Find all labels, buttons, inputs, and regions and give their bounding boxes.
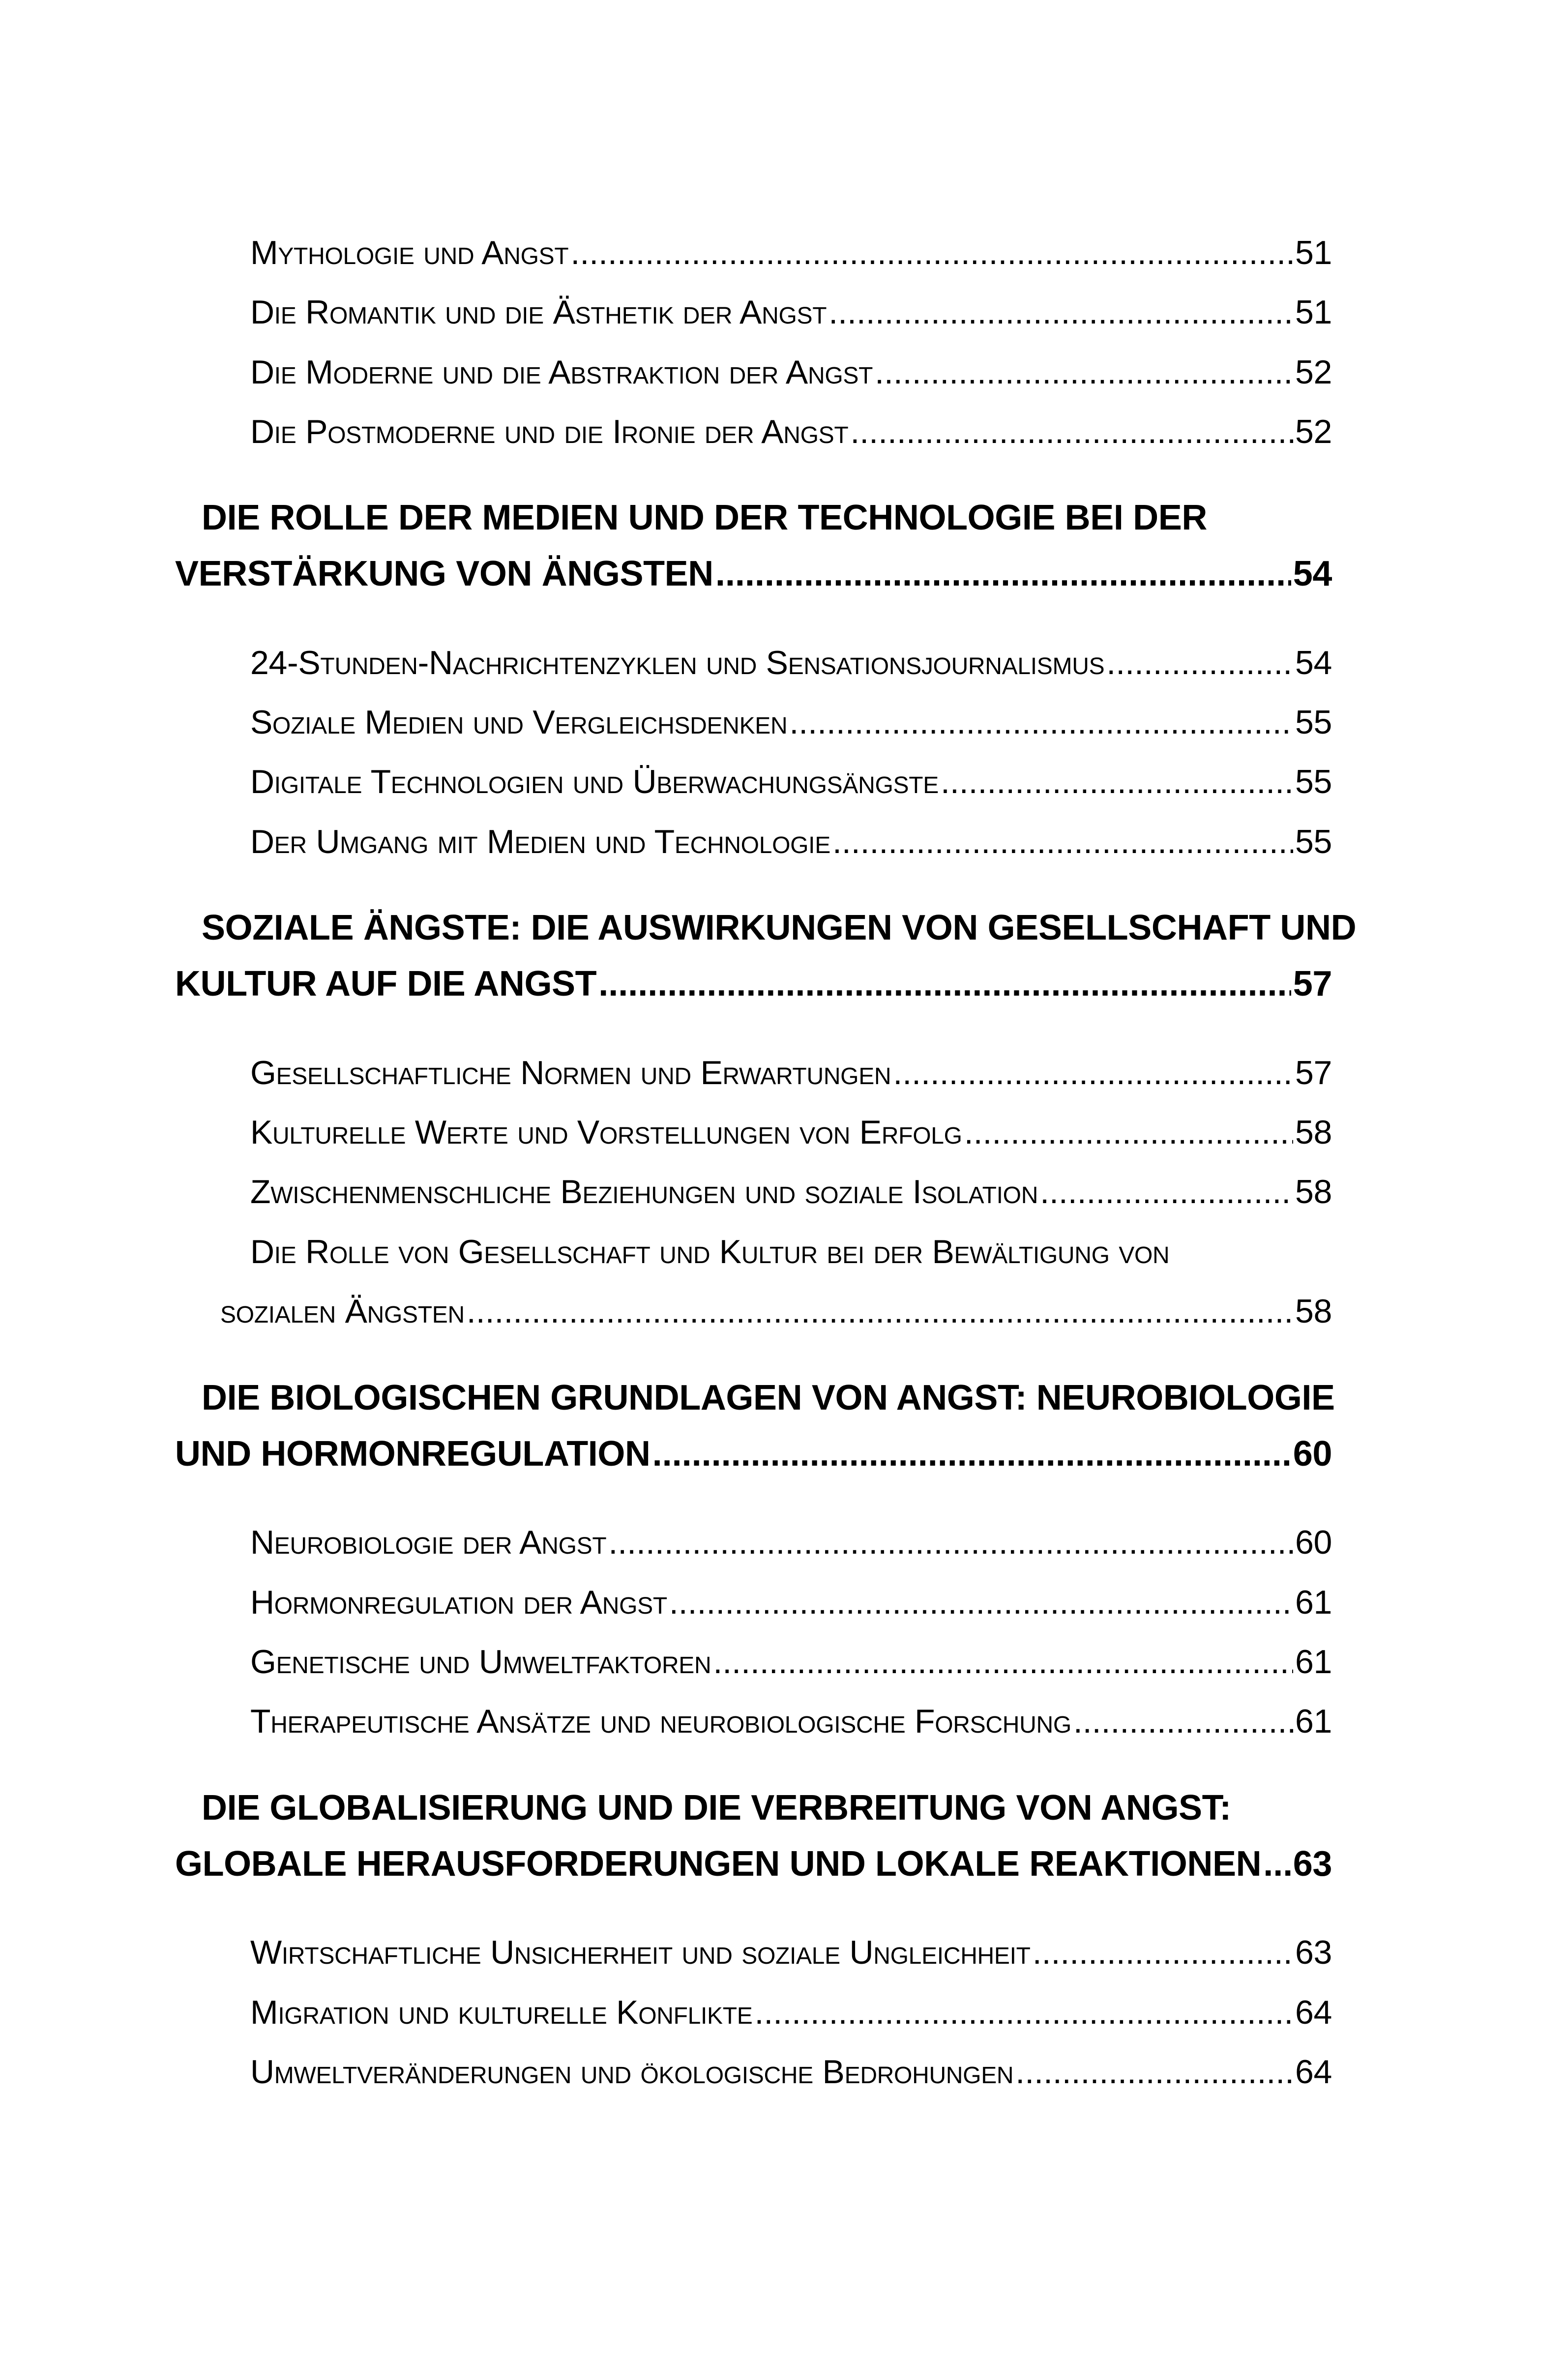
toc-page-number: 64 bbox=[1295, 2053, 1332, 2091]
toc-entry-title: Der Umgang mit Medien und Technologie bbox=[250, 823, 830, 860]
dot-leader bbox=[1073, 1702, 1293, 1740]
toc-entry[interactable] bbox=[250, 1643, 1332, 1687]
dot-leader bbox=[1040, 1173, 1293, 1211]
toc-page-number: 55 bbox=[1295, 704, 1332, 741]
toc-entry[interactable] bbox=[250, 1583, 1332, 1627]
toc-entry[interactable] bbox=[250, 763, 1332, 807]
chapter-heading-line2[interactable] bbox=[175, 964, 1332, 1013]
toc-entry[interactable] bbox=[250, 1933, 1332, 1977]
chapter-title: DIE BIOLOGISCHEN GRUNDLAGEN VON ANGST: NEUROBIOLOGIE bbox=[202, 1378, 1335, 1417]
toc-page-number: 58 bbox=[1295, 1173, 1332, 1210]
toc-entry-title: Mythologie und Angst bbox=[250, 234, 569, 271]
chapter-heading-line2[interactable] bbox=[175, 1844, 1332, 1893]
toc-page-number: 52 bbox=[1295, 413, 1332, 450]
chapter-heading-line1[interactable] bbox=[202, 1788, 1359, 1837]
toc-entry[interactable] bbox=[250, 1523, 1332, 1567]
dot-leader bbox=[893, 1054, 1293, 1092]
chapter-title: KULTUR AUF DIE ANGST bbox=[175, 964, 597, 1003]
toc-entry[interactable] bbox=[250, 234, 1332, 278]
dot-leader bbox=[850, 413, 1293, 451]
toc-entry-title: Gesellschaftliche Normen und Erwartungen bbox=[250, 1054, 891, 1092]
toc-page-number: 55 bbox=[1295, 763, 1332, 800]
toc-entry-title: Die Postmoderne und die Ironie der Angst bbox=[250, 413, 849, 450]
dot-leader bbox=[964, 1113, 1293, 1151]
toc-page-number: 61 bbox=[1295, 1584, 1332, 1621]
toc-entry-title: Zwischenmenschliche Beziehungen und soziale Isolation bbox=[250, 1173, 1038, 1210]
dot-leader bbox=[652, 1434, 1291, 1474]
toc-page-number: 54 bbox=[1293, 554, 1332, 593]
dot-leader bbox=[832, 823, 1293, 861]
toc-entry-title: Migration und kulturelle Konflikte bbox=[250, 1994, 753, 2031]
dot-leader bbox=[608, 1523, 1293, 1562]
toc-entry-title: Therapeutische Ansätze und neurobiologische Forschung bbox=[250, 1703, 1071, 1740]
toc-entry[interactable] bbox=[250, 644, 1332, 688]
dot-leader bbox=[598, 964, 1291, 1004]
toc-page-number: 60 bbox=[1295, 1524, 1332, 1561]
toc-entry[interactable] bbox=[250, 1993, 1332, 2037]
toc-entry[interactable] bbox=[250, 293, 1332, 337]
toc-page-number: 51 bbox=[1295, 294, 1332, 331]
toc-entry-title: Die Rolle von Gesellschaft und Kultur bei der Bewältigung von bbox=[250, 1233, 1170, 1270]
toc-entry-title: Soziale Medien und Vergleichsdenken bbox=[250, 704, 788, 741]
chapter-title: UND HORMONREGULATION bbox=[175, 1434, 651, 1474]
dot-leader bbox=[1015, 2053, 1293, 2091]
chapter-heading-line2[interactable] bbox=[175, 554, 1332, 603]
toc-entry-title: Die Moderne und die Abstraktion der Angst bbox=[250, 354, 873, 391]
toc-page-number: 58 bbox=[1295, 1293, 1332, 1330]
dot-leader bbox=[875, 353, 1293, 391]
toc-entry-title: Genetische und Umweltfaktoren bbox=[250, 1643, 711, 1681]
chapter-heading-line2[interactable] bbox=[175, 1434, 1332, 1483]
dot-leader bbox=[1263, 1844, 1291, 1884]
toc-page-number: 54 bbox=[1295, 644, 1332, 681]
toc-page-number: 63 bbox=[1293, 1844, 1332, 1884]
toc-page-number: 57 bbox=[1293, 964, 1332, 1003]
toc-entry[interactable] bbox=[250, 1054, 1332, 1098]
toc-entry[interactable] bbox=[250, 1113, 1332, 1157]
toc-entry[interactable] bbox=[250, 1702, 1332, 1746]
toc-entry-line2[interactable] bbox=[220, 1292, 1332, 1336]
toc-entry[interactable] bbox=[250, 2053, 1332, 2097]
chapter-title: VERSTÄRKUNG VON ÄNGSTEN bbox=[175, 554, 713, 593]
toc-entry-title: Kulturelle Werte und Vorstellungen von Erfolg bbox=[250, 1114, 962, 1151]
toc-page-number: 52 bbox=[1295, 354, 1332, 391]
dot-leader bbox=[1033, 1933, 1293, 1972]
chapter-title: SOZIALE ÄNGSTE: DIE AUSWIRKUNGEN VON GESELLSCHAFT UND bbox=[202, 908, 1357, 947]
chapter-heading-line1[interactable] bbox=[202, 1378, 1359, 1427]
dot-leader bbox=[755, 1993, 1293, 2032]
toc-entry-title: Die Romantik und die Ästhetik der Angst bbox=[250, 294, 827, 331]
toc-entry[interactable] bbox=[250, 703, 1332, 747]
chapter-title: DIE ROLLE DER MEDIEN UND DER TECHNOLOGIE BEI DER bbox=[202, 498, 1207, 537]
toc-entry-line1[interactable] bbox=[250, 1233, 1332, 1277]
chapter-title: DIE GLOBALISIERUNG UND DIE VERBREITUNG VON ANGST: bbox=[202, 1788, 1231, 1828]
dot-leader bbox=[713, 1643, 1293, 1681]
toc-page-number: 51 bbox=[1295, 234, 1332, 271]
toc-entry-title: Umweltveränderungen und ökologische Bedrohungen bbox=[250, 2053, 1014, 2091]
dot-leader bbox=[715, 554, 1291, 594]
dot-leader bbox=[570, 234, 1293, 272]
toc-page-number: 63 bbox=[1295, 1934, 1332, 1971]
chapter-heading-line1[interactable] bbox=[202, 498, 1359, 547]
chapter-heading-line1[interactable] bbox=[202, 908, 1359, 957]
toc-page-number: 57 bbox=[1295, 1054, 1332, 1092]
dot-leader bbox=[1106, 644, 1293, 682]
dot-leader bbox=[828, 293, 1293, 331]
dot-leader bbox=[789, 703, 1293, 741]
toc-page-number: 61 bbox=[1295, 1643, 1332, 1681]
toc-entry-title: 24-Stunden-Nachrichtenzyklen und Sensationsjournalismus bbox=[250, 644, 1105, 681]
toc-entry-title: Wirtschaftliche Unsicherheit und soziale Ungleichheit bbox=[250, 1934, 1031, 1971]
dot-leader bbox=[467, 1292, 1293, 1330]
toc-entry-title: sozialen Ängsten bbox=[220, 1293, 465, 1330]
toc-page-number: 60 bbox=[1293, 1434, 1332, 1474]
toc-page-number: 58 bbox=[1295, 1114, 1332, 1151]
toc-entry[interactable] bbox=[250, 823, 1332, 867]
toc-entry[interactable] bbox=[250, 413, 1332, 457]
chapter-title: GLOBALE HERAUSFORDERUNGEN UND LOKALE REAKTIONEN bbox=[175, 1844, 1262, 1884]
toc-entry-title: Digitale Technologien und Überwachungsängste bbox=[250, 763, 939, 800]
dot-leader bbox=[941, 763, 1293, 801]
toc-page-number: 55 bbox=[1295, 823, 1332, 860]
toc-entry[interactable] bbox=[250, 353, 1332, 397]
toc-entry[interactable] bbox=[250, 1173, 1332, 1217]
dot-leader bbox=[669, 1583, 1293, 1622]
toc-page-number: 64 bbox=[1295, 1994, 1332, 2031]
toc-entry-title: Neurobiologie der Angst bbox=[250, 1524, 607, 1561]
toc-page-number: 61 bbox=[1295, 1703, 1332, 1740]
toc-entry-title: Hormonregulation der Angst bbox=[250, 1584, 667, 1621]
